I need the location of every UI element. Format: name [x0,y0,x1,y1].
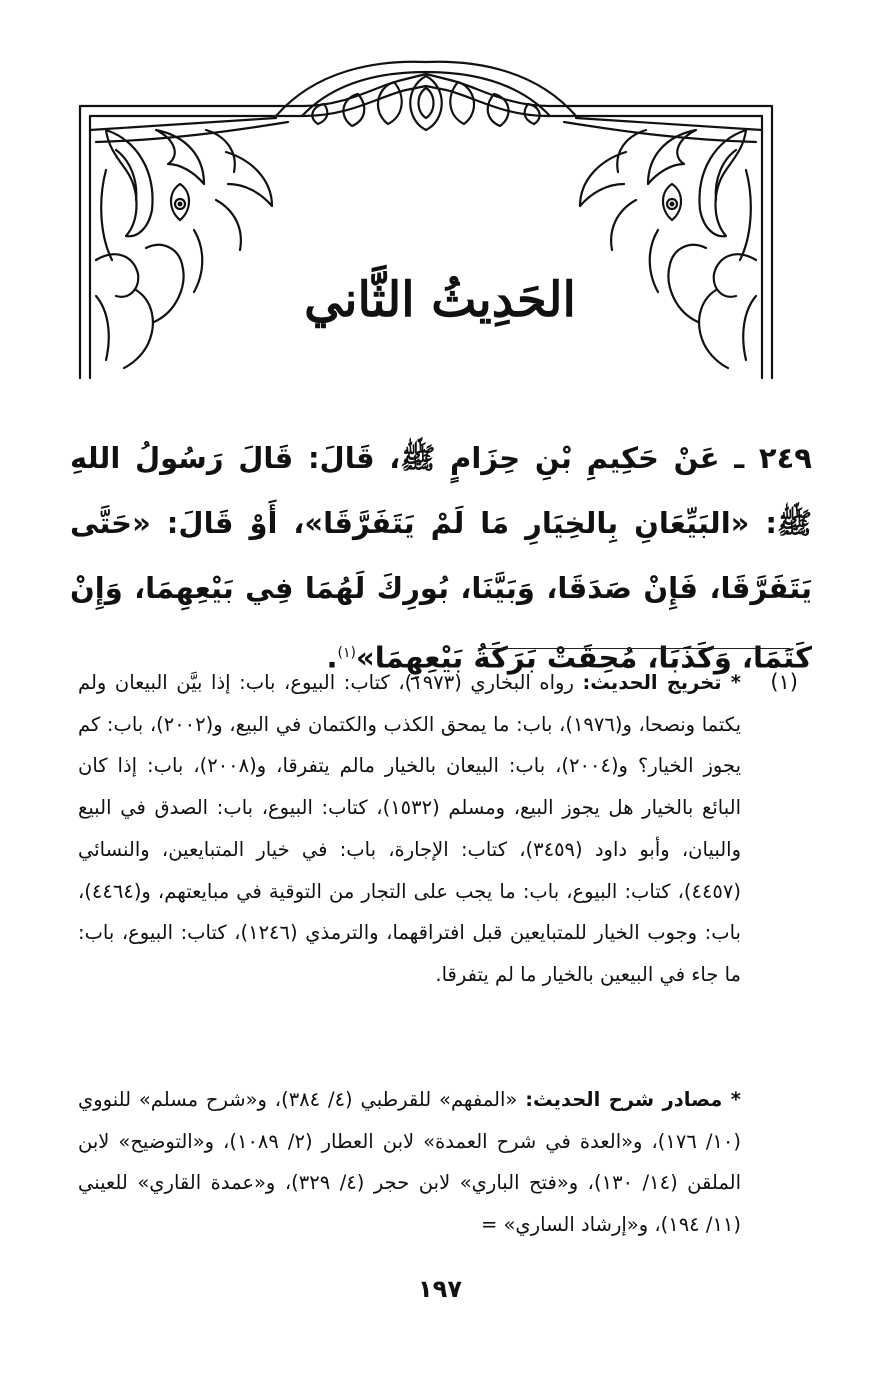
sources-text: «المفهم» للقرطبي (٤/ ٣٨٤)، و«شرح مسلم» للنووي (١٠/ ١٧٦)، و«العدة في شرح العمدة» لابن العطار (٢/ ١٠٨٩)، و«التوضيح» لابن الملقن (١٤/ ١٣٠)، و«فتح الباري» لابن حجر (٤/ ٣٢٩)، و«عمدة القاري» للعيني (١١/ ١٩٤)، و«إرشاد الساري» = [78,1088,741,1237]
right-corner-leaf [699,130,746,236]
takhrij-label: * تخريج الحديث: [582,671,742,694]
hadith-body: ـ عَنْ حَكِيمِ بْنِ حِزَامٍ ﷺ، قَالَ: قَالَ رَسُولُ اللهِ ﷺ: «البَيِّعَانِ بِالخِيَارِ مَا لَمْ يَتَفَرَّقَا»، أَوْ قَالَ: «حَتَّى يَتَفَرَّقَا، فَإِنْ صَدَقَا، وَبَيَّنَا، بُورِكَ لَهُمَا فِي بَيْعِهِمَا، وَإِنْ كَتَمَا، وَكَذَبَا، مُحِقَتْ بَرَكَةُ بَيْعِهِمَا» [70,441,812,675]
frame-outer-border [80,74,772,378]
hadith-end: . [326,640,338,675]
footnote-sources [78,1079,741,1246]
hadith-text [70,426,812,691]
takhrij-text: رواه البخاري (١٩٧٣)، كتاب: البيوع، باب: إذا بيَّن البيعان ولم يكتما ونصحا، و(١٩٧٦)، باب: ما يمحق الكذب والكتمان في البيع، و(٢٠٠٢)، باب: كم يجوز الخيار؟ و(٢٠٠٤)، باب: البيعان بالخيار مالم يتفرقا، و(٢٠٠٨)، باب: إذا كان البائع بالخيار هل يجوز البيع، ومسلم (١٥٣٢)، كتاب: البيوع، باب: الصدق في البيع والبيان، وأبو داود (٣٤٥٩)، كتاب: الإجارة، باب: في خيار المتبايعين، والنسائي (٤٤٥٧)، كتاب: البيوع، باب: ما يجب على التجار من التوقية في مبايعتهم، و(٤٤٦٤)، باب: وجوب الخيار للمتبايعين قبل افتراقهما، والترمذي (١٢٤٦)، كتاب: البيوع، باب: ما جاء في البيعين بالخيار ما لم يتفرقا. [78,671,742,986]
hadith-number: ٢٤٩ [758,441,812,475]
left-corner-leaf [106,130,153,236]
footnote-reference[interactable]: (١) [337,645,356,661]
footnote-separator [478,648,790,649]
footnote-takhrij [78,662,741,996]
sources-label: * مصادر شرح الحديث: [525,1088,742,1111]
page-number: ١٩٧ [418,1275,462,1303]
ornamental-header-frame [76,60,776,380]
chapter-title: الحَدِيثُ الثَّاني [304,272,576,328]
crown-petal-center [410,76,442,130]
footnote-marker: (١) [770,670,798,694]
